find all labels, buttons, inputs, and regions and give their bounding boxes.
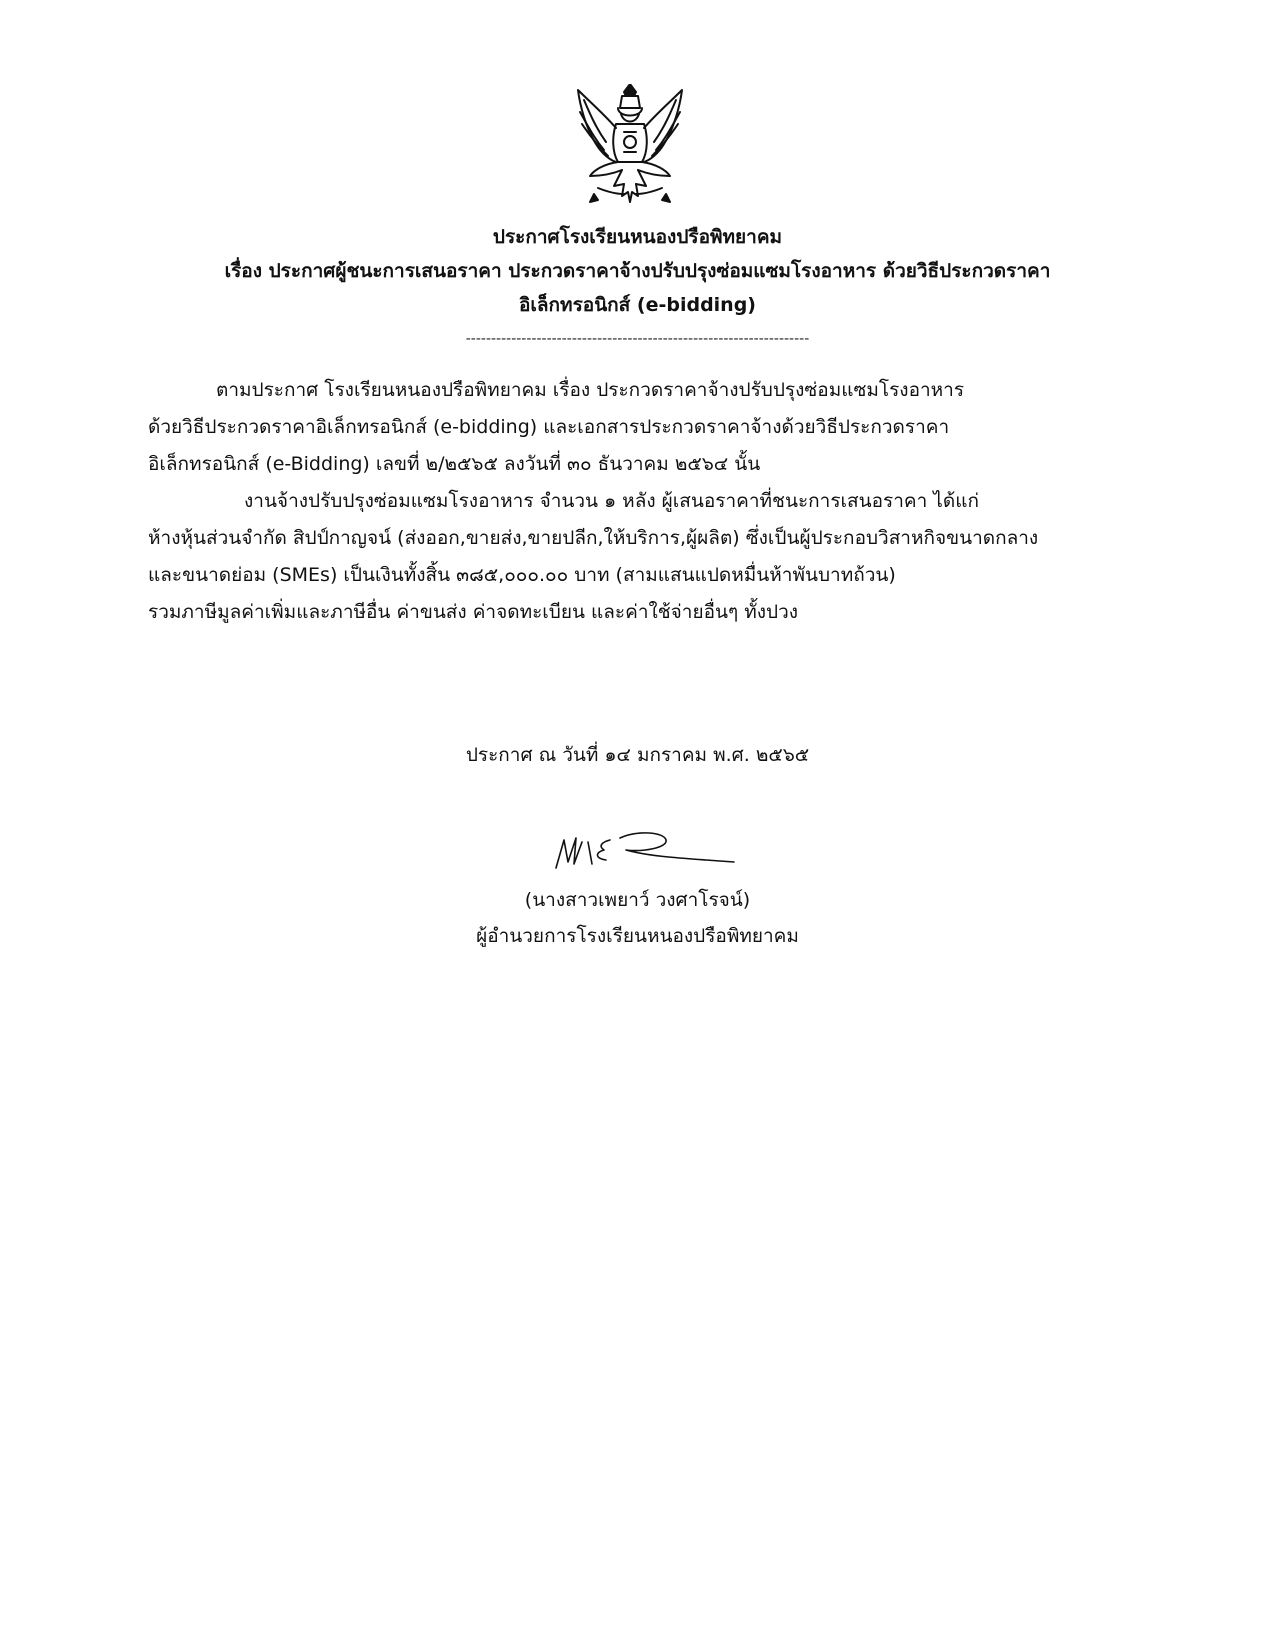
- heading-divider: --------------------------------------------------------------------: [465, 331, 810, 347]
- paragraph-line: งานจ้างปรับปรุงซ่อมแซมโรงอาหาร จำนวน ๑ หลัง ผู้เสนอราคาที่ชนะการเสนอราคา ได้แก่: [244, 490, 979, 512]
- paragraph-line: ห้างหุ้นส่วนจำกัด สิปป์กาญจน์ (ส่งออก,ขายส่ง,ขายปลีก,ให้บริการ,ผู้ผลิต) ซึ่งเป็นผู้ประกอบวิสาหกิจขนาดกลาง: [148, 527, 1039, 549]
- paragraph-line: และขนาดย่อม (SMEs) เป็นเงินทั้งสิ้น ๓๘๕,๐๐๐.๐๐ บาท (สามแสนแปดหมื่นห้าพันบาทถ้วน): [148, 564, 896, 586]
- announcement-date: ประกาศ ณ วันที่ ๑๔ มกราคม พ.ศ. ๒๕๖๕: [465, 744, 810, 766]
- announcement-heading: [0, 220, 1275, 356]
- signer-block: [0, 882, 1275, 954]
- garuda-emblem-icon: [568, 84, 692, 208]
- announcement-title: ประกาศโรงเรียนหนองปรือพิทยาคม: [492, 226, 783, 248]
- announcement-subject-line-2: อิเล็กทรอนิกส์ (e-bidding): [519, 294, 756, 316]
- signer-position: ผู้อำนวยการโรงเรียนหนองปรือพิทยาคม: [476, 925, 799, 947]
- paragraph-winner: [148, 483, 1128, 631]
- paragraph-line: รวมภาษีมูลค่าเพิ่มและภาษีอื่น ค่าขนส่ง ค่าจดทะเบียน และค่าใช้จ่ายอื่นๆ ทั้งปวง: [148, 601, 799, 623]
- paragraph-line: ตามประกาศ โรงเรียนหนองปรือพิทยาคม เรื่อง ประกวดราคาจ้างปรับปรุงซ่อมแซมโรงอาหาร: [216, 379, 965, 401]
- announcement-subject-line-1: เรื่อง ประกาศผู้ชนะการเสนอราคา ประกวดราคาจ้างปรับปรุงซ่อมแซมโรงอาหาร ด้วยวิธีประกวดราคา: [224, 260, 1051, 282]
- handwritten-signature-icon: [548, 828, 738, 882]
- signer-name: (นางสาวเพยาว์ วงศาโรจน์): [524, 889, 751, 911]
- paragraph-line: ด้วยวิธีประกวดราคาอิเล็กทรอนิกส์ (e-bidding) และเอกสารประกวดราคาจ้างด้วยวิธีประกวดราคา: [148, 416, 950, 438]
- paragraph-reference: [148, 372, 1128, 483]
- paragraph-line: อิเล็กทรอนิกส์ (e-Bidding) เลขที่ ๒/๒๕๖๕ ลงวันที่ ๓๐ ธันวาคม ๒๕๖๔ นั้น: [148, 453, 761, 475]
